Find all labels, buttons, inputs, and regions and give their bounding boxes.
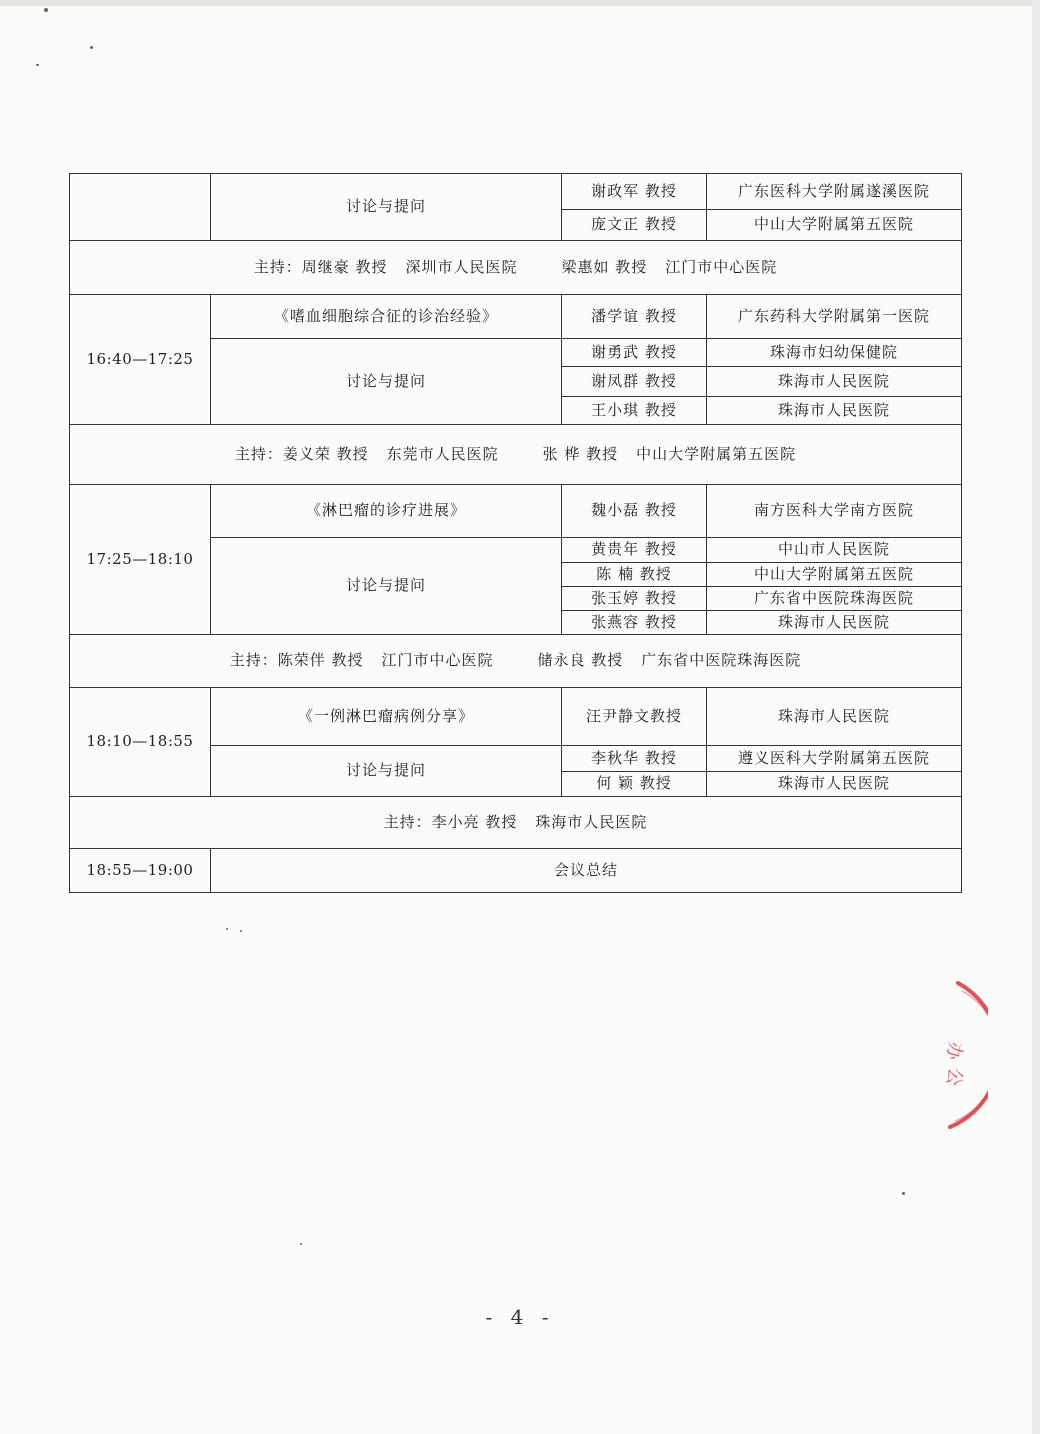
scan-speck <box>36 64 39 66</box>
scan-speck <box>300 1243 302 1245</box>
scan-speck <box>44 8 48 12</box>
scan-speck <box>226 928 228 930</box>
speaker-name: 张燕容 教授 <box>562 611 707 635</box>
host-row <box>70 425 962 485</box>
speaker-org: 遵义医科大学附属第五医院 <box>707 746 962 772</box>
speaker-org: 珠海市人民医院 <box>707 611 962 635</box>
speaker-name: 王小琪 教授 <box>562 397 707 425</box>
scan-speck <box>90 46 93 49</box>
table-row <box>70 688 962 746</box>
page-edge <box>1032 0 1040 1434</box>
speaker-org: 珠海市人民医院 <box>707 688 962 746</box>
topic-cell: 会议总结 <box>211 849 962 893</box>
topic-cell: 讨论与提问 <box>211 339 562 425</box>
page-number: - 4 - <box>485 1305 555 1329</box>
time-cell: 16:40—17:25 <box>70 295 211 425</box>
speaker-name: 张玉婷 教授 <box>562 587 707 611</box>
lecture-title: 《一例淋巴瘤病例分享》 <box>211 688 562 746</box>
speaker-name: 魏小磊 教授 <box>562 485 707 538</box>
table-row <box>70 485 962 538</box>
schedule-table <box>69 173 962 893</box>
svg-text:办: 办 <box>941 1040 966 1062</box>
table-row <box>70 174 962 210</box>
host-row <box>70 241 962 295</box>
speaker-name: 何 颖 教授 <box>562 772 707 797</box>
topic-cell: 讨论与提问 <box>211 746 562 797</box>
host-row <box>70 797 962 849</box>
speaker-org: 珠海市人民医院 <box>707 367 962 397</box>
table-row <box>70 849 962 893</box>
speaker-org: 广东药科大学附属第一医院 <box>707 295 962 339</box>
speaker-org: 珠海市人民医院 <box>707 397 962 425</box>
host-cell: 主持：李小亮 教授 珠海市人民医院 <box>70 797 962 849</box>
speaker-org: 南方医科大学南方医院 <box>707 485 962 538</box>
lecture-title: 《嗜血细胞综合征的诊治经验》 <box>211 295 562 339</box>
topic-cell: 讨论与提问 <box>211 538 562 635</box>
time-cell: 17:25—18:10 <box>70 485 211 635</box>
host-row <box>70 635 962 688</box>
speaker-name: 潘学谊 教授 <box>562 295 707 339</box>
page-edge <box>0 0 1040 6</box>
time-cell: 18:10—18:55 <box>70 688 211 797</box>
table-row <box>70 295 962 339</box>
speaker-name: 谢凤群 教授 <box>562 367 707 397</box>
time-cell <box>70 174 211 241</box>
speaker-name: 李秋华 教授 <box>562 746 707 772</box>
speaker-name: 汪尹静文教授 <box>562 688 707 746</box>
speaker-org: 中山市人民医院 <box>707 538 962 563</box>
speaker-org: 珠海市人民医院 <box>707 772 962 797</box>
scan-speck <box>240 930 242 932</box>
official-seal-stamp <box>858 975 988 1135</box>
scan-speck <box>902 1192 905 1195</box>
topic-cell: 讨论与提问 <box>211 174 562 241</box>
speaker-name: 谢政军 教授 <box>562 174 707 210</box>
speaker-name: 黄贵年 教授 <box>562 538 707 563</box>
speaker-org: 广东省中医院珠海医院 <box>707 587 962 611</box>
speaker-name: 庞文正 教授 <box>562 210 707 241</box>
lecture-title: 《淋巴瘤的诊疗进展》 <box>211 485 562 538</box>
speaker-org: 珠海市妇幼保健院 <box>707 339 962 367</box>
speaker-org: 中山大学附属第五医院 <box>707 210 962 241</box>
speaker-org: 中山大学附属第五医院 <box>707 563 962 587</box>
host-cell: 主持：陈荣伴 教授 江门市中心医院 储永良 教授 广东省中医院珠海医院 <box>70 635 962 688</box>
speaker-org: 广东医科大学附属遂溪医院 <box>707 174 962 210</box>
speaker-name: 谢勇武 教授 <box>562 339 707 367</box>
svg-text:公: 公 <box>941 1066 966 1088</box>
host-cell: 主持：姜义荣 教授 东莞市人民医院 张 桦 教授 中山大学附属第五医院 <box>70 425 962 485</box>
time-cell: 18:55—19:00 <box>70 849 211 893</box>
speaker-name: 陈 楠 教授 <box>562 563 707 587</box>
host-cell: 主持：周继豪 教授 深圳市人民医院 梁惠如 教授 江门市中心医院 <box>70 241 962 295</box>
